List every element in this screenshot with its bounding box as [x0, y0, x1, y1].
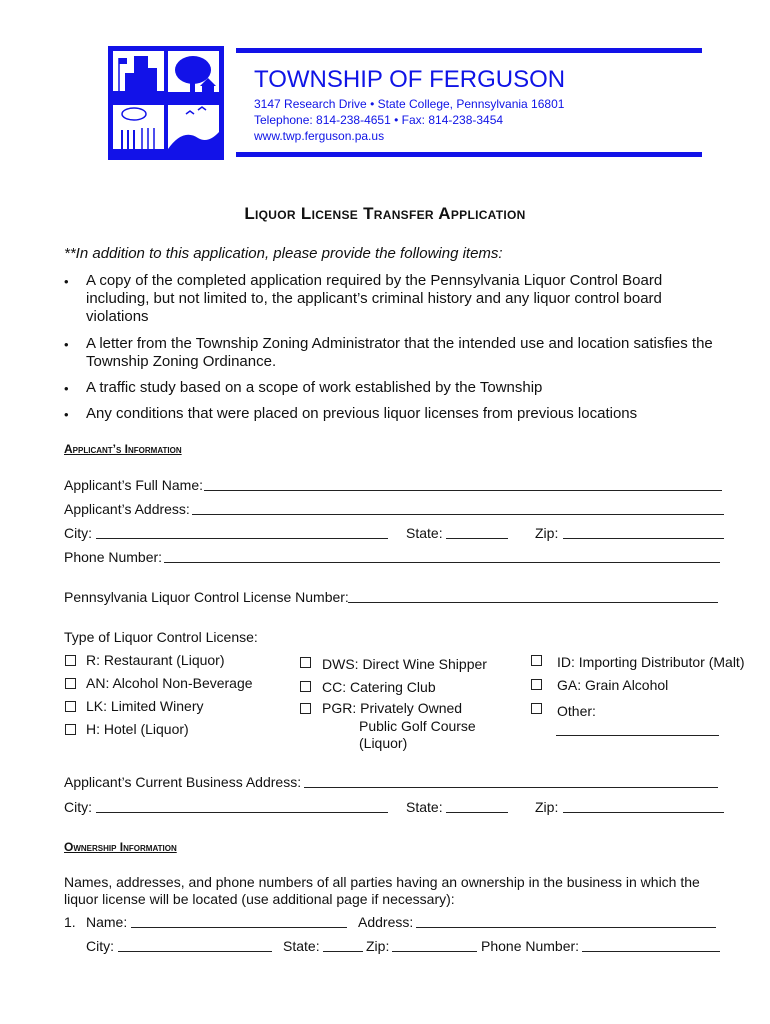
other-license-field[interactable] — [556, 735, 719, 736]
ownership-section-heading: Ownership Information — [64, 840, 177, 854]
checkbox-restaurant[interactable] — [65, 655, 76, 666]
checkbox-importing-distributor[interactable] — [531, 655, 542, 666]
state-field[interactable] — [446, 538, 508, 539]
checkbox-catering-club[interactable] — [300, 681, 311, 692]
address-field[interactable] — [192, 514, 724, 515]
requirement-item: Any conditions that were placed on previous liquor licenses from previous locations — [86, 405, 638, 422]
org-address-line — [254, 97, 564, 111]
fax: Fax: 814-238-3454 — [401, 113, 504, 127]
business-address-label: Applicant’s Current Business Address: — [64, 774, 302, 790]
full-name-label: Applicant’s Full Name: — [64, 477, 204, 493]
owner-state-field[interactable] — [323, 951, 363, 952]
license-option-label: DWS: Direct Wine Shipper — [322, 656, 487, 672]
checkbox-other[interactable] — [531, 703, 542, 714]
business-address-field[interactable] — [304, 787, 718, 788]
owner-name-label: Name: — [86, 914, 128, 930]
license-option-label-cont: Public Golf Course — [359, 718, 476, 734]
owner-zip-label: Zip: — [366, 938, 390, 954]
document-title: Liquor License Transfer Application — [244, 204, 526, 223]
zip-label: Zip: — [535, 525, 559, 541]
license-option-label: R: Restaurant (Liquor) — [86, 652, 225, 668]
header-rule-top — [236, 48, 702, 53]
checkbox-direct-wine-shipper[interactable] — [300, 657, 311, 668]
business-city-label: City: — [64, 799, 92, 815]
bullet-icon: • — [64, 337, 69, 352]
address-label: Applicant’s Address: — [64, 501, 190, 517]
owner-city-field[interactable] — [118, 951, 272, 952]
bullet-icon: • — [64, 274, 69, 289]
phone-field[interactable] — [164, 562, 720, 563]
owner-name-field[interactable] — [131, 927, 347, 928]
owner-zip-field[interactable] — [392, 951, 477, 952]
bullet-icon: • — [64, 381, 69, 396]
township-logo — [108, 46, 224, 160]
org-website[interactable]: www.twp.ferguson.pa.us — [254, 129, 385, 143]
owner-city-label: City: — [86, 938, 114, 954]
telephone: Telephone: 814-238-4651 — [254, 113, 391, 127]
owner-phone-label: Phone Number: — [481, 938, 580, 954]
business-zip-field[interactable] — [563, 812, 724, 813]
license-option-label: GA: Grain Alcohol — [557, 677, 669, 693]
applicant-section-heading: Applicant’s Information — [64, 442, 182, 456]
license-option-label: H: Hotel (Liquor) — [86, 721, 189, 737]
license-option-label: ID: Importing Distributor (Malt) — [557, 654, 745, 670]
bullet-separator: • — [394, 113, 402, 127]
owner-address-field[interactable] — [416, 927, 716, 928]
business-zip-label: Zip: — [535, 799, 559, 815]
owner-address-label: Address: — [358, 914, 414, 930]
intro-text: **In addition to this application, please provide the following items: — [64, 245, 503, 262]
header-rule-bottom — [236, 152, 702, 157]
license-type-label: Type of Liquor Control License: — [64, 629, 258, 645]
business-state-field[interactable] — [446, 812, 508, 813]
owner-item-number: 1. — [64, 914, 76, 930]
full-name-field[interactable] — [204, 490, 722, 491]
license-option-label: AN: Alcohol Non-Beverage — [86, 675, 253, 691]
city-label: City: — [64, 525, 92, 541]
license-option-label: PGR: Privately Owned — [322, 700, 463, 716]
requirement-item: A letter from the Township Zoning Administrator that the intended use and location satisfies the Township Zoning Ordinance. — [86, 335, 713, 370]
owner-state-label: State: — [283, 938, 320, 954]
requirement-item: A copy of the completed application required by the Pennsylvania Liquor Control Board including, but not limited to, the applicant’s criminal history and any liquor control board violations — [86, 272, 663, 325]
logo-artwork — [108, 46, 224, 160]
address-city: State College, Pennsylvania 16801 — [377, 97, 565, 111]
checkbox-limited-winery[interactable] — [65, 701, 76, 712]
state-label: State: — [406, 525, 443, 541]
owner-phone-field[interactable] — [582, 951, 720, 952]
ownership-description: Names, addresses, and phone numbers of all parties having an ownership in the business in which the liquor license will be located (use additional page if necessary): — [64, 874, 700, 907]
license-option-label: CC: Catering Club — [322, 679, 436, 695]
plcb-license-label: Pennsylvania Liquor Control License Number: — [64, 589, 349, 605]
requirement-item: A traffic study based on a scope of work established by the Township — [86, 379, 543, 396]
bullet-icon: • — [64, 407, 69, 422]
bullet-separator: • — [370, 97, 378, 111]
license-option-label: Other: — [557, 703, 596, 719]
license-option-label: LK: Limited Winery — [86, 698, 204, 714]
plcb-license-field[interactable] — [348, 602, 718, 603]
checkbox-grain-alcohol[interactable] — [531, 679, 542, 690]
checkbox-alcohol-non-beverage[interactable] — [65, 678, 76, 689]
license-option-label-cont: (Liquor) — [359, 735, 408, 751]
checkbox-privately-owned-golf[interactable] — [300, 703, 311, 714]
business-state-label: State: — [406, 799, 443, 815]
city-field[interactable] — [96, 538, 388, 539]
org-name: TOWNSHIP OF FERGUSON — [254, 66, 566, 93]
zip-field[interactable] — [563, 538, 724, 539]
phone-label: Phone Number: — [64, 549, 163, 565]
business-city-field[interactable] — [96, 812, 388, 813]
address-street: 3147 Research Drive — [254, 97, 367, 111]
checkbox-hotel[interactable] — [65, 724, 76, 735]
org-phone-line — [254, 113, 503, 127]
